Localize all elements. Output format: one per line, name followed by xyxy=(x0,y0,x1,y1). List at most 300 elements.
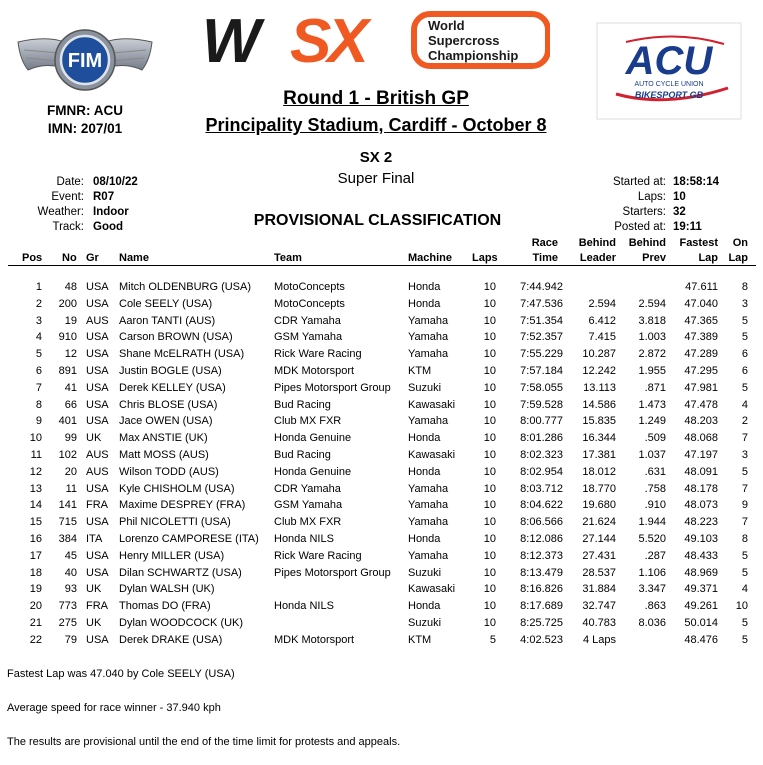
cell-on-lap: 8 xyxy=(741,281,748,293)
cell-gr: FRA xyxy=(86,600,108,613)
cell-laps: 10 xyxy=(483,331,496,344)
posted-label: Posted at: xyxy=(614,221,666,233)
cell-name: Lorenzo CAMPORESE (ITA) xyxy=(119,533,259,545)
cell-on-lap: 3 xyxy=(741,297,748,310)
cell-race-time: 7:44.942 xyxy=(520,281,563,293)
cell-laps: 10 xyxy=(483,482,496,495)
cell-fastest-lap: 47.197 xyxy=(684,449,718,461)
average-speed-note: Average speed for race winner - 37.940 kph xyxy=(7,702,221,714)
cell-behind-leader: 18.770 xyxy=(582,482,616,495)
cell-fastest-lap: 48.223 xyxy=(684,516,718,529)
cell-laps: 10 xyxy=(483,432,496,445)
cell-machine: Kawasaki xyxy=(408,583,456,596)
cell-gr: USA xyxy=(86,365,109,377)
cell-behind-leader: 19.680 xyxy=(582,499,616,512)
cell-team: MotoConcepts xyxy=(274,281,345,293)
cell-behind-prev: 1.473 xyxy=(638,398,666,411)
cell-race-time: 7:52.357 xyxy=(520,331,563,344)
provisional-note: The results are provisional until the end of the time limit for protests and appeals. xyxy=(7,736,401,748)
cell-no: 102 xyxy=(58,449,77,461)
cell-fastest-lap: 48.178 xyxy=(684,482,718,495)
cell-behind-prev: .871 xyxy=(644,381,666,394)
cell-laps: 10 xyxy=(483,348,496,361)
cell-gr: UK xyxy=(86,617,102,629)
cell-team: Honda NILS xyxy=(274,533,334,545)
svg-text:W: W xyxy=(202,8,257,70)
cell-fastest-lap: 48.091 xyxy=(684,465,718,478)
cell-fastest-lap: 47.289 xyxy=(684,348,718,361)
cell-behind-leader: 27.431 xyxy=(582,549,616,562)
cell-pos: 3 xyxy=(35,314,42,327)
cell-on-lap: 5 xyxy=(741,566,748,579)
cell-team: Honda Genuine xyxy=(274,432,352,445)
col-on-lap-2: Lap xyxy=(728,252,748,264)
cell-team: CDR Yamaha xyxy=(274,314,341,327)
cell-race-time: 8:02.954 xyxy=(520,465,563,478)
cell-behind-leader: 31.884 xyxy=(582,583,616,596)
cell-team: Pipes Motorsport Group xyxy=(274,566,391,579)
cell-team: CDR Yamaha xyxy=(274,482,341,495)
cell-machine: Yamaha xyxy=(408,331,449,344)
fastest-lap-note: Fastest Lap was 47.040 by Cole SEELY (USA) xyxy=(7,668,235,680)
cell-on-lap: 5 xyxy=(741,633,748,646)
cell-team: Rick Ware Racing xyxy=(274,348,362,361)
table-row xyxy=(0,565,763,582)
laps-value: 10 xyxy=(673,191,686,203)
cell-machine: Honda xyxy=(408,432,441,445)
cell-pos: 18 xyxy=(29,566,42,579)
cell-machine: Kawasaki xyxy=(408,398,456,411)
cell-behind-prev: 1.955 xyxy=(638,365,666,377)
cell-on-lap: 6 xyxy=(741,348,748,361)
cell-behind-prev: 2.594 xyxy=(638,297,666,310)
cell-gr: AUS xyxy=(86,314,109,327)
cell-behind-leader: 21.624 xyxy=(582,516,616,529)
table-row xyxy=(0,481,763,498)
cell-behind-leader: 32.747 xyxy=(582,600,616,613)
cell-fastest-lap: 47.611 xyxy=(685,281,718,293)
cell-machine: KTM xyxy=(408,365,432,377)
cell-machine: Yamaha xyxy=(408,348,449,361)
cell-race-time: 8:06.566 xyxy=(520,516,563,529)
table-row xyxy=(0,413,763,430)
cell-on-lap: 5 xyxy=(741,381,748,394)
imn-label: IMN: 207/01 xyxy=(47,121,123,136)
cell-laps: 5 xyxy=(489,633,496,646)
round-title: Round 1 - British GP xyxy=(283,88,469,109)
cell-name: Derek DRAKE (USA) xyxy=(119,633,223,646)
cell-name: Aaron TANTI (AUS) xyxy=(119,314,216,327)
col-race-time-1: Race xyxy=(531,237,558,249)
cell-no: 275 xyxy=(58,617,77,629)
cell-race-time: 7:57.184 xyxy=(520,365,563,377)
cell-race-time: 8:00.777 xyxy=(520,415,563,428)
cell-machine: Kawasaki xyxy=(408,449,456,461)
table-row xyxy=(0,497,763,514)
table-row xyxy=(0,632,763,649)
cell-no: 45 xyxy=(64,549,77,562)
posted-value: 19:11 xyxy=(673,221,702,233)
cell-name: Max ANSTIE (UK) xyxy=(119,432,208,445)
cell-name: Cole SEELY (USA) xyxy=(119,297,213,310)
cell-behind-leader: 15.835 xyxy=(582,415,616,428)
cell-name: Thomas DO (FRA) xyxy=(119,600,211,613)
cell-gr: USA xyxy=(86,297,109,310)
cell-behind-prev: 8.036 xyxy=(638,617,666,629)
col-behind-prev-1: Behind xyxy=(628,237,666,249)
fim-logo xyxy=(14,20,156,102)
cell-gr: USA xyxy=(86,331,109,344)
cell-behind-leader: 12.242 xyxy=(582,365,616,377)
cell-behind-leader: 14.586 xyxy=(582,398,616,411)
cell-on-lap: 6 xyxy=(741,365,748,377)
cell-on-lap: 5 xyxy=(741,314,748,327)
cell-fastest-lap: 48.476 xyxy=(684,633,718,646)
cell-name: Maxime DESPREY (FRA) xyxy=(119,499,246,512)
cell-gr: USA xyxy=(86,281,109,293)
cell-laps: 10 xyxy=(483,566,496,579)
acu-logo xyxy=(596,22,742,120)
cell-pos: 8 xyxy=(35,398,42,411)
col-behind-leader-2: Leader xyxy=(579,252,616,264)
cell-pos: 10 xyxy=(29,432,42,445)
cell-team: Club MX FXR xyxy=(274,516,342,529)
class-title: SX 2 xyxy=(359,149,393,166)
cell-laps: 10 xyxy=(483,533,496,545)
cell-fastest-lap: 48.433 xyxy=(684,549,718,562)
cell-pos: 7 xyxy=(35,381,42,394)
cell-no: 79 xyxy=(64,633,77,646)
cell-on-lap: 2 xyxy=(741,415,748,428)
cell-team: Rick Ware Racing xyxy=(274,549,362,562)
cell-on-lap: 3 xyxy=(741,449,748,461)
started-label: Started at: xyxy=(612,176,666,188)
cell-behind-prev: 1.106 xyxy=(638,566,666,579)
cell-machine: KTM xyxy=(408,633,432,646)
cell-gr: USA xyxy=(86,415,109,428)
col-on-lap-1: On xyxy=(732,237,748,249)
cell-machine: Yamaha xyxy=(408,516,449,529)
cell-gr: USA xyxy=(86,516,109,529)
cell-name: Wilson TODD (AUS) xyxy=(119,465,219,478)
cell-behind-leader: 10.287 xyxy=(582,348,616,361)
cell-pos: 22 xyxy=(29,633,42,646)
cell-laps: 10 xyxy=(483,583,496,596)
cell-behind-prev: 5.520 xyxy=(638,533,666,545)
cell-behind-leader: 4 Laps xyxy=(582,633,616,646)
cell-race-time: 7:47.536 xyxy=(520,297,563,310)
cell-machine: Honda xyxy=(408,297,441,310)
cell-race-time: 7:55.229 xyxy=(520,348,563,361)
cell-pos: 12 xyxy=(29,465,42,478)
cell-pos: 19 xyxy=(29,583,42,596)
cell-machine: Yamaha xyxy=(408,549,449,562)
cell-no: 384 xyxy=(58,533,77,545)
cell-race-time: 7:59.528 xyxy=(520,398,563,411)
header-divider xyxy=(8,265,756,266)
cell-no: 715 xyxy=(58,516,77,529)
cell-gr: AUS xyxy=(86,465,109,478)
cell-name: Justin BOGLE (USA) xyxy=(119,365,222,377)
cell-pos: 4 xyxy=(35,331,42,344)
cell-name: Kyle CHISHOLM (USA) xyxy=(119,482,235,495)
col-laps: Laps xyxy=(472,252,498,264)
date-label: Date: xyxy=(56,176,84,188)
cell-no: 891 xyxy=(58,365,77,377)
cell-no: 773 xyxy=(58,600,77,613)
cell-gr: UK xyxy=(86,583,102,596)
cell-pos: 2 xyxy=(35,297,42,310)
cell-laps: 10 xyxy=(483,314,496,327)
cell-name: Derek KELLEY (USA) xyxy=(119,381,226,394)
table-row xyxy=(0,313,763,330)
cell-no: 12 xyxy=(64,348,77,361)
cell-race-time: 8:01.286 xyxy=(520,432,563,445)
cell-behind-prev: .863 xyxy=(644,600,666,613)
wsx-text-1: World xyxy=(428,18,465,33)
cell-behind-prev: .758 xyxy=(644,482,666,495)
cell-no: 200 xyxy=(58,297,77,310)
cell-gr: ITA xyxy=(86,533,103,545)
col-name: Name xyxy=(119,252,149,264)
cell-no: 41 xyxy=(64,381,77,394)
cell-machine: Yamaha xyxy=(408,482,449,495)
cell-machine: Yamaha xyxy=(408,314,449,327)
cell-fastest-lap: 49.261 xyxy=(684,600,718,613)
cell-gr: USA xyxy=(86,633,109,646)
cell-fastest-lap: 47.295 xyxy=(684,365,718,377)
cell-laps: 10 xyxy=(483,549,496,562)
table-row xyxy=(0,581,763,598)
table-row xyxy=(0,447,763,464)
cell-laps: 10 xyxy=(483,398,496,411)
col-behind-prev-2: Prev xyxy=(642,252,666,264)
table-row xyxy=(0,615,763,632)
acu-sub1: AUTO CYCLE UNION xyxy=(634,81,704,88)
cell-laps: 10 xyxy=(483,297,496,310)
cell-team: MDK Motorsport xyxy=(274,633,355,646)
cell-pos: 1 xyxy=(35,281,42,293)
date-value: 08/10/22 xyxy=(93,176,138,188)
cell-name: Dilan SCHWARTZ (USA) xyxy=(119,566,242,579)
wsx-text-3: Championship xyxy=(428,48,519,63)
cell-race-time: 8:12.086 xyxy=(520,533,563,545)
cell-behind-prev: 1.944 xyxy=(638,516,666,529)
cell-race-time: 8:04.622 xyxy=(520,499,563,512)
cell-team: MotoConcepts xyxy=(274,297,345,310)
table-row xyxy=(0,397,763,414)
cell-gr: USA xyxy=(86,482,109,495)
cell-behind-leader: 27.144 xyxy=(582,533,616,545)
cell-on-lap: 5 xyxy=(741,617,748,629)
cell-name: Dylan WOODCOCK (UK) xyxy=(119,617,244,629)
cell-machine: Yamaha xyxy=(408,415,449,428)
cell-pos: 11 xyxy=(30,449,42,461)
cell-race-time: 8:02.323 xyxy=(520,449,563,461)
cell-behind-prev: 2.872 xyxy=(638,348,666,361)
fmnr-label: FMNR: ACU xyxy=(47,103,123,118)
col-gr: Gr xyxy=(86,252,99,264)
cell-laps: 10 xyxy=(483,516,496,529)
table-row xyxy=(0,296,763,313)
cell-behind-leader: 40.783 xyxy=(582,617,616,629)
col-race-time-2: Time xyxy=(532,252,558,264)
fim-logo-text: FIM xyxy=(67,50,103,72)
cell-laps: 10 xyxy=(483,415,496,428)
cell-no: 66 xyxy=(64,398,77,411)
cell-gr: FRA xyxy=(86,499,108,512)
cell-pos: 14 xyxy=(29,499,42,512)
cell-team: Pipes Motorsport Group xyxy=(274,381,391,394)
cell-laps: 10 xyxy=(483,365,496,377)
cell-no: 19 xyxy=(64,314,77,327)
cell-team: Bud Racing xyxy=(274,398,331,411)
cell-team: Honda Genuine xyxy=(274,465,352,478)
cell-behind-leader: 7.415 xyxy=(588,331,616,344)
cell-behind-prev: 1.037 xyxy=(638,449,666,461)
event-value: R07 xyxy=(93,191,115,203)
cell-name: Henry MILLER (USA) xyxy=(119,549,225,562)
session-title: Super Final xyxy=(337,170,415,187)
cell-pos: 17 xyxy=(29,549,42,562)
cell-team: GSM Yamaha xyxy=(274,331,343,344)
cell-behind-leader: 13.113 xyxy=(583,381,616,394)
cell-on-lap: 5 xyxy=(741,465,748,478)
cell-behind-leader: 18.012 xyxy=(582,465,616,478)
cell-gr: USA xyxy=(86,398,109,411)
cell-name: Matt MOSS (AUS) xyxy=(119,449,209,461)
starters-label: Starters: xyxy=(622,206,666,218)
cell-race-time: 8:03.712 xyxy=(520,482,563,495)
cell-name: Dylan WALSH (UK) xyxy=(119,583,215,596)
cell-no: 910 xyxy=(58,331,77,344)
wsx-mark-sx: SX xyxy=(290,8,365,70)
table-row xyxy=(0,531,763,548)
table-row xyxy=(0,346,763,363)
venue-title: Principality Stadium, Cardiff - October 8 xyxy=(205,115,547,135)
cell-behind-leader: 28.537 xyxy=(582,566,616,579)
cell-behind-leader: 2.594 xyxy=(588,297,616,310)
cell-machine: Honda xyxy=(408,600,441,613)
cell-machine: Honda xyxy=(408,465,441,478)
cell-race-time: 8:17.689 xyxy=(520,600,563,613)
cell-machine: Suzuki xyxy=(408,566,442,579)
cell-on-lap: 9 xyxy=(741,499,748,512)
cell-gr: USA xyxy=(86,381,109,394)
col-pos: Pos xyxy=(22,252,43,264)
cell-name: Carson BROWN (USA) xyxy=(119,331,233,344)
cell-no: 40 xyxy=(64,566,77,579)
cell-on-lap: 10 xyxy=(735,600,748,613)
col-no: No xyxy=(62,252,77,264)
cell-race-time: 8:12.373 xyxy=(520,549,563,562)
cell-pos: 20 xyxy=(29,600,42,613)
laps-label: Laps: xyxy=(637,191,666,203)
col-fastest-lap-1: Fastest xyxy=(679,237,718,249)
cell-on-lap: 4 xyxy=(741,398,748,411)
cell-race-time: 7:58.055 xyxy=(520,381,563,394)
cell-on-lap: 7 xyxy=(741,432,748,445)
cell-fastest-lap: 47.478 xyxy=(684,398,718,411)
col-behind-leader-1: Behind xyxy=(578,237,616,249)
cell-team: MDK Motorsport xyxy=(274,365,355,377)
cell-fastest-lap: 49.371 xyxy=(684,583,718,596)
cell-name: Shane McELRATH (USA) xyxy=(119,348,245,361)
started-value: 18:58:14 xyxy=(673,176,720,188)
starters-value: 32 xyxy=(673,206,686,218)
cell-behind-prev: 3.347 xyxy=(638,583,666,596)
table-row xyxy=(0,464,763,481)
cell-fastest-lap: 47.365 xyxy=(684,314,718,327)
cell-no: 141 xyxy=(58,499,77,512)
cell-machine: Suzuki xyxy=(408,381,442,394)
cell-behind-prev: .910 xyxy=(644,499,666,512)
cell-race-time: 8:13.479 xyxy=(520,566,563,579)
wsx-text-2: Supercross xyxy=(428,33,500,48)
event-label: Event: xyxy=(51,191,84,203)
col-machine: Machine xyxy=(408,252,453,264)
cell-team: GSM Yamaha xyxy=(274,499,343,512)
cell-name: Mitch OLDENBURG (USA) xyxy=(119,281,252,293)
cell-laps: 10 xyxy=(483,499,496,512)
cell-behind-prev: .509 xyxy=(644,432,666,445)
weather-label: Weather: xyxy=(37,206,84,218)
cell-laps: 10 xyxy=(483,281,496,293)
cell-fastest-lap: 48.969 xyxy=(684,566,718,579)
cell-gr: USA xyxy=(86,348,109,361)
cell-fastest-lap: 47.981 xyxy=(684,381,718,394)
cell-gr: USA xyxy=(86,549,109,562)
cell-laps: 10 xyxy=(483,381,496,394)
cell-pos: 13 xyxy=(29,482,42,495)
table-row xyxy=(0,329,763,346)
cell-race-time: 4:02.523 xyxy=(520,633,563,646)
cell-machine: Suzuki xyxy=(408,617,442,629)
table-row xyxy=(0,598,763,615)
cell-on-lap: 7 xyxy=(741,482,748,495)
cell-pos: 9 xyxy=(35,415,42,428)
cell-on-lap: 8 xyxy=(741,533,748,545)
cell-behind-prev: .631 xyxy=(644,465,666,478)
cell-machine: Yamaha xyxy=(408,499,449,512)
cell-no: 11 xyxy=(65,482,77,495)
cell-behind-prev: 3.818 xyxy=(638,314,666,327)
cell-fastest-lap: 47.389 xyxy=(684,331,718,344)
table-row xyxy=(0,430,763,447)
acu-sub2: BIKESPORT GB xyxy=(634,90,704,100)
cell-no: 48 xyxy=(64,281,77,293)
col-fastest-lap-2: Lap xyxy=(698,252,718,264)
cell-fastest-lap: 50.014 xyxy=(684,617,718,629)
cell-laps: 10 xyxy=(483,449,496,461)
cell-behind-leader: 6.412 xyxy=(588,314,616,327)
cell-fastest-lap: 48.068 xyxy=(684,432,718,445)
cell-on-lap: 4 xyxy=(741,583,748,596)
cell-fastest-lap: 48.073 xyxy=(684,499,718,512)
cell-name: Phil NICOLETTI (USA) xyxy=(119,516,231,529)
cell-race-time: 8:16.826 xyxy=(520,583,563,596)
cell-pos: 6 xyxy=(35,365,42,377)
cell-laps: 10 xyxy=(483,617,496,629)
cell-pos: 16 xyxy=(29,533,42,545)
table-row xyxy=(0,279,763,296)
cell-behind-leader: 16.344 xyxy=(582,432,616,445)
cell-pos: 21 xyxy=(29,617,42,629)
cell-race-time: 7:51.354 xyxy=(520,314,563,327)
track-value: Good xyxy=(93,221,124,233)
cell-behind-prev: 1.003 xyxy=(638,331,666,344)
cell-pos: 5 xyxy=(35,348,42,361)
